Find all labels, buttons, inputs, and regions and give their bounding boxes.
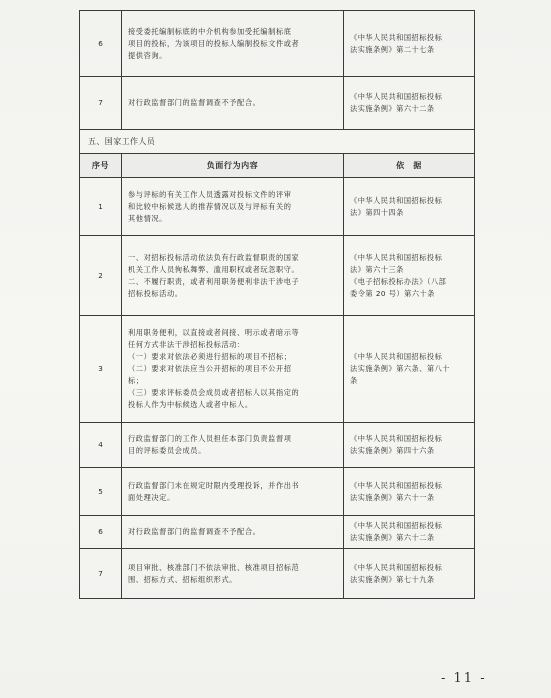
legal-basis-cell [344,11,475,77]
row-number: 6 [80,516,122,549]
cell-text-line: 行政监督部门的工作人员担任本部门负责监督项 [128,434,292,443]
cell-text-line: 委令第 20 号）第六十条 [350,288,435,298]
table-row [80,549,475,599]
behavior-content-cell [122,468,344,516]
cell-text-line: 其他情况。 [128,213,167,223]
row-number: 6 [80,11,122,77]
cell-text-line: 标； [128,376,144,385]
table-row [80,178,475,236]
cell-text-line: 《中华人民共和国招标投标 [350,562,443,572]
cell-text-line: 法》第六十三条 [350,264,404,274]
cell-text-line: （一）要求对依法必须进行招标的项目不招标； [128,352,292,361]
cell-text-line: 《中华人民共和国招标投标 [350,480,443,490]
cell-text-line: 《中华人民共和国招标投标 [350,92,443,101]
row-number: 7 [80,77,122,130]
legal-basis-cell [344,516,475,549]
behavior-content-cell [122,178,344,236]
cell-text-line: 参与评标的有关工作人员透露对投标文件的评审 [128,189,292,199]
behavior-content-cell [122,316,344,423]
cell-text-line: 法》第四十四条 [350,207,404,217]
cell-text-line: 围、招标方式、招标组织形式。 [128,574,238,584]
cell-text-line: （二）要求对依法应当公开招标的项目不公开招 [128,364,292,373]
cell-text-line: 法实施条例》第二十七条 [350,44,435,54]
header-content: 负面行为内容 [122,154,344,178]
cell-text-line: 法实施条例》第六十一条 [350,492,435,502]
cell-text-line: 条 [350,376,358,385]
table-row [80,423,475,468]
table-row [80,77,475,130]
legal-basis-cell [344,549,475,599]
behavior-content-cell [122,516,344,549]
cell-text-line: 和比较中标候选人的推荐情况以及与评标有关的 [128,201,292,211]
header-number: 序号 [80,154,122,178]
cell-text-line: 项目的投标，为该项目的投标人编制投标文件或者 [128,38,300,48]
cell-text-line: 《电子招标投标办法》（八部 [350,276,447,286]
table-row [80,11,475,77]
legal-basis-cell [344,236,475,316]
header-basis: 依 据 [344,154,475,178]
cell-text-line: 《中华人民共和国招标投标 [350,252,443,262]
section-title-row [80,130,475,154]
cell-text-line: （三）要求评标委员会成员或者招标人以其指定的 [128,388,300,397]
legal-basis-cell [344,178,475,236]
behavior-content-cell [122,423,344,468]
cell-text-line: 提供咨询。 [128,50,167,60]
behavior-content-cell [122,77,344,130]
cell-text-line: 法实施条例》第七十九条 [350,574,435,584]
cell-text-line: 法实施条例》第六十二条 [350,533,435,542]
cell-text-line: 面处理决定。 [128,492,175,502]
cell-text-line: 《中华人民共和国招标投标 [350,32,443,42]
cell-text-line: 项目审批、核准部门不依法审批、核准项目招标范 [128,562,300,572]
legal-basis-cell [344,316,475,423]
cell-text-line: 招标投标活动。 [128,288,183,298]
row-number: 7 [80,549,122,599]
cell-text-line: 利用职务便利，以直接或者间接、明示或者暗示等 [128,328,300,337]
page-number: - 11 - [441,671,487,686]
section-title: 五、国家工作人员 [80,130,475,154]
legal-basis-cell [344,77,475,130]
behavior-content-cell [122,236,344,316]
cell-text-line: 目的评标委员会成员。 [128,446,206,455]
row-number: 1 [80,178,122,236]
cell-text-line: 法实施条例》第六条、第八十 [350,364,450,373]
row-number: 4 [80,423,122,468]
table-row [80,468,475,516]
row-number: 3 [80,316,122,423]
cell-text-line: 一、对招标投标活动依法负有行政监督职责的国家 [128,252,300,262]
legal-basis-cell [344,468,475,516]
behavior-content-cell [122,11,344,77]
row-number: 2 [80,236,122,316]
cell-text-line: 对行政监督部门的监督调查不予配合。 [128,98,261,107]
cell-text-line: 二、不履行职责，或者利用职务便利非法干涉电子 [128,276,300,286]
legal-basis-cell [344,423,475,468]
cell-text-line: 《中华人民共和国招标投标 [350,195,443,205]
cell-text-line: 《中华人民共和国招标投标 [350,434,443,443]
cell-text-line: 《中华人民共和国招标投标 [350,352,443,361]
behavior-content-cell [122,549,344,599]
cell-text-line: 机关工作人员徇私舞弊、滥用职权或者玩忽职守。 [128,264,300,274]
table-header-row [80,154,475,178]
cell-text-line: 《中华人民共和国招标投标 [350,521,443,530]
table-row [80,516,475,549]
cell-text-line: 投标人作为中标候选人或者中标人。 [128,400,253,409]
table-row [80,316,475,423]
cell-text-line: 任何方式非法干涉招标投标活动： [128,340,245,349]
cell-text-line: 行政监督部门未在规定时限内受理投诉，并作出书 [128,480,300,490]
cell-text-line: 接受委托编制标底的中介机构参加受托编制标底 [128,26,292,36]
table-row [80,236,475,316]
row-number: 5 [80,468,122,516]
cell-text-line: 法实施条例》第四十六条 [350,446,435,455]
cell-text-line: 对行政监督部门的监督调查不予配合。 [128,527,261,536]
negative-behavior-table [79,10,475,599]
cell-text-line: 法实施条例》第六十二条 [350,104,435,113]
